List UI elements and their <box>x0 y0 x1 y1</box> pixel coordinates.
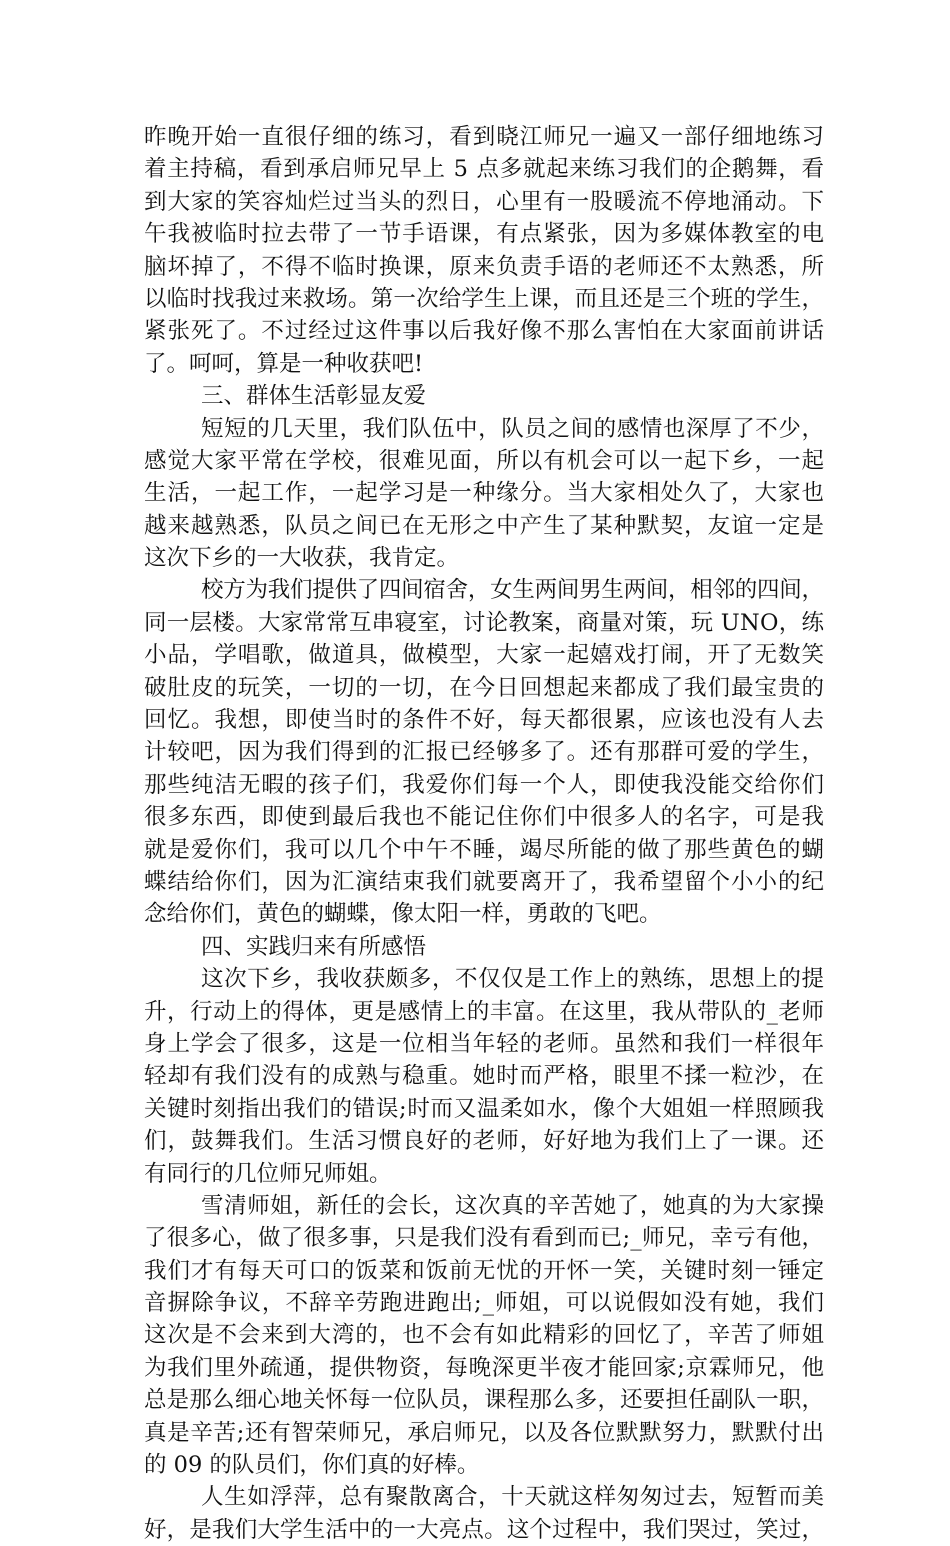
text-line: 好，是我们大学生活中的一大亮点。这个过程中，我们哭过，笑过， <box>144 1516 825 1543</box>
text-line: 到大家的笑容灿烂过当头的烈日，心里有一股暖流不停地涌动。下 <box>144 188 825 215</box>
text-line: 回忆。我想，即使当时的条件不好，每天都很累，应该也没有人去 <box>144 707 825 734</box>
text-line: 午我被临时拉去带了一节手语课，有点紧张，因为多媒体教室的电 <box>144 221 825 248</box>
text-line: 了很多心，做了很多事，只是我们没有看到而已;_师兄，幸亏有他， <box>144 1225 825 1252</box>
text-line: 人生如浮萍，总有聚散离合，十天就这样匆匆过去，短暂而美 <box>201 1484 825 1511</box>
text-line: 越来越熟悉，队员之间已在无形之中产生了某种默契，友谊一定是 <box>144 512 825 539</box>
text-line: 生活，一起工作，一起学习是一种缘分。当大家相处久了，大家也 <box>144 480 825 507</box>
text-line: 关键时刻指出我们的错误;时而又温柔如水，像个大姐姐一样照顾我 <box>144 1095 825 1122</box>
text-line: 四、实践归来有所感悟 <box>201 933 427 960</box>
text-line: 了。呵呵，算是一种收获吧! <box>144 350 424 377</box>
text-line: 总是那么细心地关怀每一位队员，课程那么多，还要担任副队一职， <box>144 1387 825 1414</box>
text-line: 破肚皮的玩笑，一切的一切，在今日回想起来都成了我们最宝贵的 <box>144 674 825 701</box>
text-line: 身上学会了很多，这是一位相当年轻的老师。虽然和我们一样很年 <box>144 1030 825 1057</box>
text-line: 计较吧，因为我们得到的汇报已经够多了。还有那群可爱的学生， <box>144 739 825 766</box>
text-line: 为我们里外疏通，提供物资，每晚深更半夜才能回家;京霖师兄，他 <box>144 1354 825 1381</box>
text-line: 脑坏掉了，不得不临时换课，原来负责手语的老师还不太熟悉，所 <box>144 253 825 280</box>
text-line: 以临时找我过来救场。第一次给学生上课，而且还是三个班的学生， <box>144 285 825 312</box>
text-line: 短短的几天里，我们队伍中，队员之间的感情也深厚了不少， <box>201 415 825 442</box>
text-line: 我们才有每天可口的饭菜和饭前无忧的开怀一笑，关键时刻一锤定 <box>144 1257 825 1284</box>
text-line: 同一层楼。大家常常互串寝室，讨论教案，商量对策，玩 UNO，练 <box>144 609 825 636</box>
text-line: 校方为我们提供了四间宿舍，女生两间男生两间，相邻的四间， <box>201 577 824 604</box>
text-line: 三、群体生活彰显友爱 <box>201 383 427 410</box>
text-line: 就是爱你们，我可以几个中午不睡，竭尽所能的做了那些黄色的蝴 <box>144 836 825 863</box>
text-line: 那些纯洁无暇的孩子们，我爱你们每一个人，即使我没能交给你们 <box>144 771 825 798</box>
text-line: 很多东西，即使到最后我也不能记住你们中很多人的名字，可是我 <box>144 804 825 831</box>
text-line: 们，鼓舞我们。生活习惯良好的老师，好好地为我们上了一课。还 <box>144 1128 825 1155</box>
text-line: 小品，学唱歌，做道具，做模型，大家一起嬉戏打闹，开了无数笑 <box>144 642 825 669</box>
text-line: 这次下乡，我收获颇多，不仅仅是工作上的熟练，思想上的提 <box>201 966 825 993</box>
text-line: 着主持稿，看到承启师兄早上 5 点多就起来练习我们的企鹅舞，看 <box>144 156 825 183</box>
text-line: 感觉大家平常在学校，很难见面，所以有机会可以一起下乡，一起 <box>144 447 825 474</box>
text-line: 轻却有我们没有的成熟与稳重。她时而严格，眼里不揉一粒沙，在 <box>144 1063 825 1090</box>
text-line: 真是辛苦;还有智荣师兄，承启师兄，以及各位默默努力，默默付出 <box>144 1419 825 1446</box>
text-line: 有同行的几位师兄师姐。 <box>144 1160 392 1187</box>
text-line: 昨晚开始一直很仔细的练习，看到晓江师兄一遍又一部仔细地练习 <box>144 124 825 150</box>
text-line: 念给你们，黄色的蝴蝶，像太阳一样，勇敢的飞吧。 <box>144 901 662 928</box>
text-line: 这次下乡的一大收获，我肯定。 <box>144 545 460 572</box>
text-line: 音摒除争议，不辞辛劳跑进跑出;_师姐，可以说假如没有她，我们 <box>144 1290 826 1317</box>
document-body <box>144 121 824 1546</box>
text-line: 这次是不会来到大湾的，也不会有如此精彩的回忆了，辛苦了师姐 <box>144 1322 825 1349</box>
text-line: 蝶结给你们，因为汇演结束我们就要离开了，我希望留个小小的纪 <box>144 868 825 895</box>
text-line: 雪清师姐，新任的会长，这次真的辛苦她了，她真的为大家操 <box>201 1192 825 1219</box>
text-line: 升，行动上的得体，更是感情上的丰富。在这里，我从带队的_老师 <box>144 998 825 1025</box>
text-line: 紧张死了。不过经过这件事以后我好像不那么害怕在大家面前讲话 <box>144 318 825 345</box>
text-line: 的 09 的队员们，你们真的好棒。 <box>144 1452 480 1479</box>
